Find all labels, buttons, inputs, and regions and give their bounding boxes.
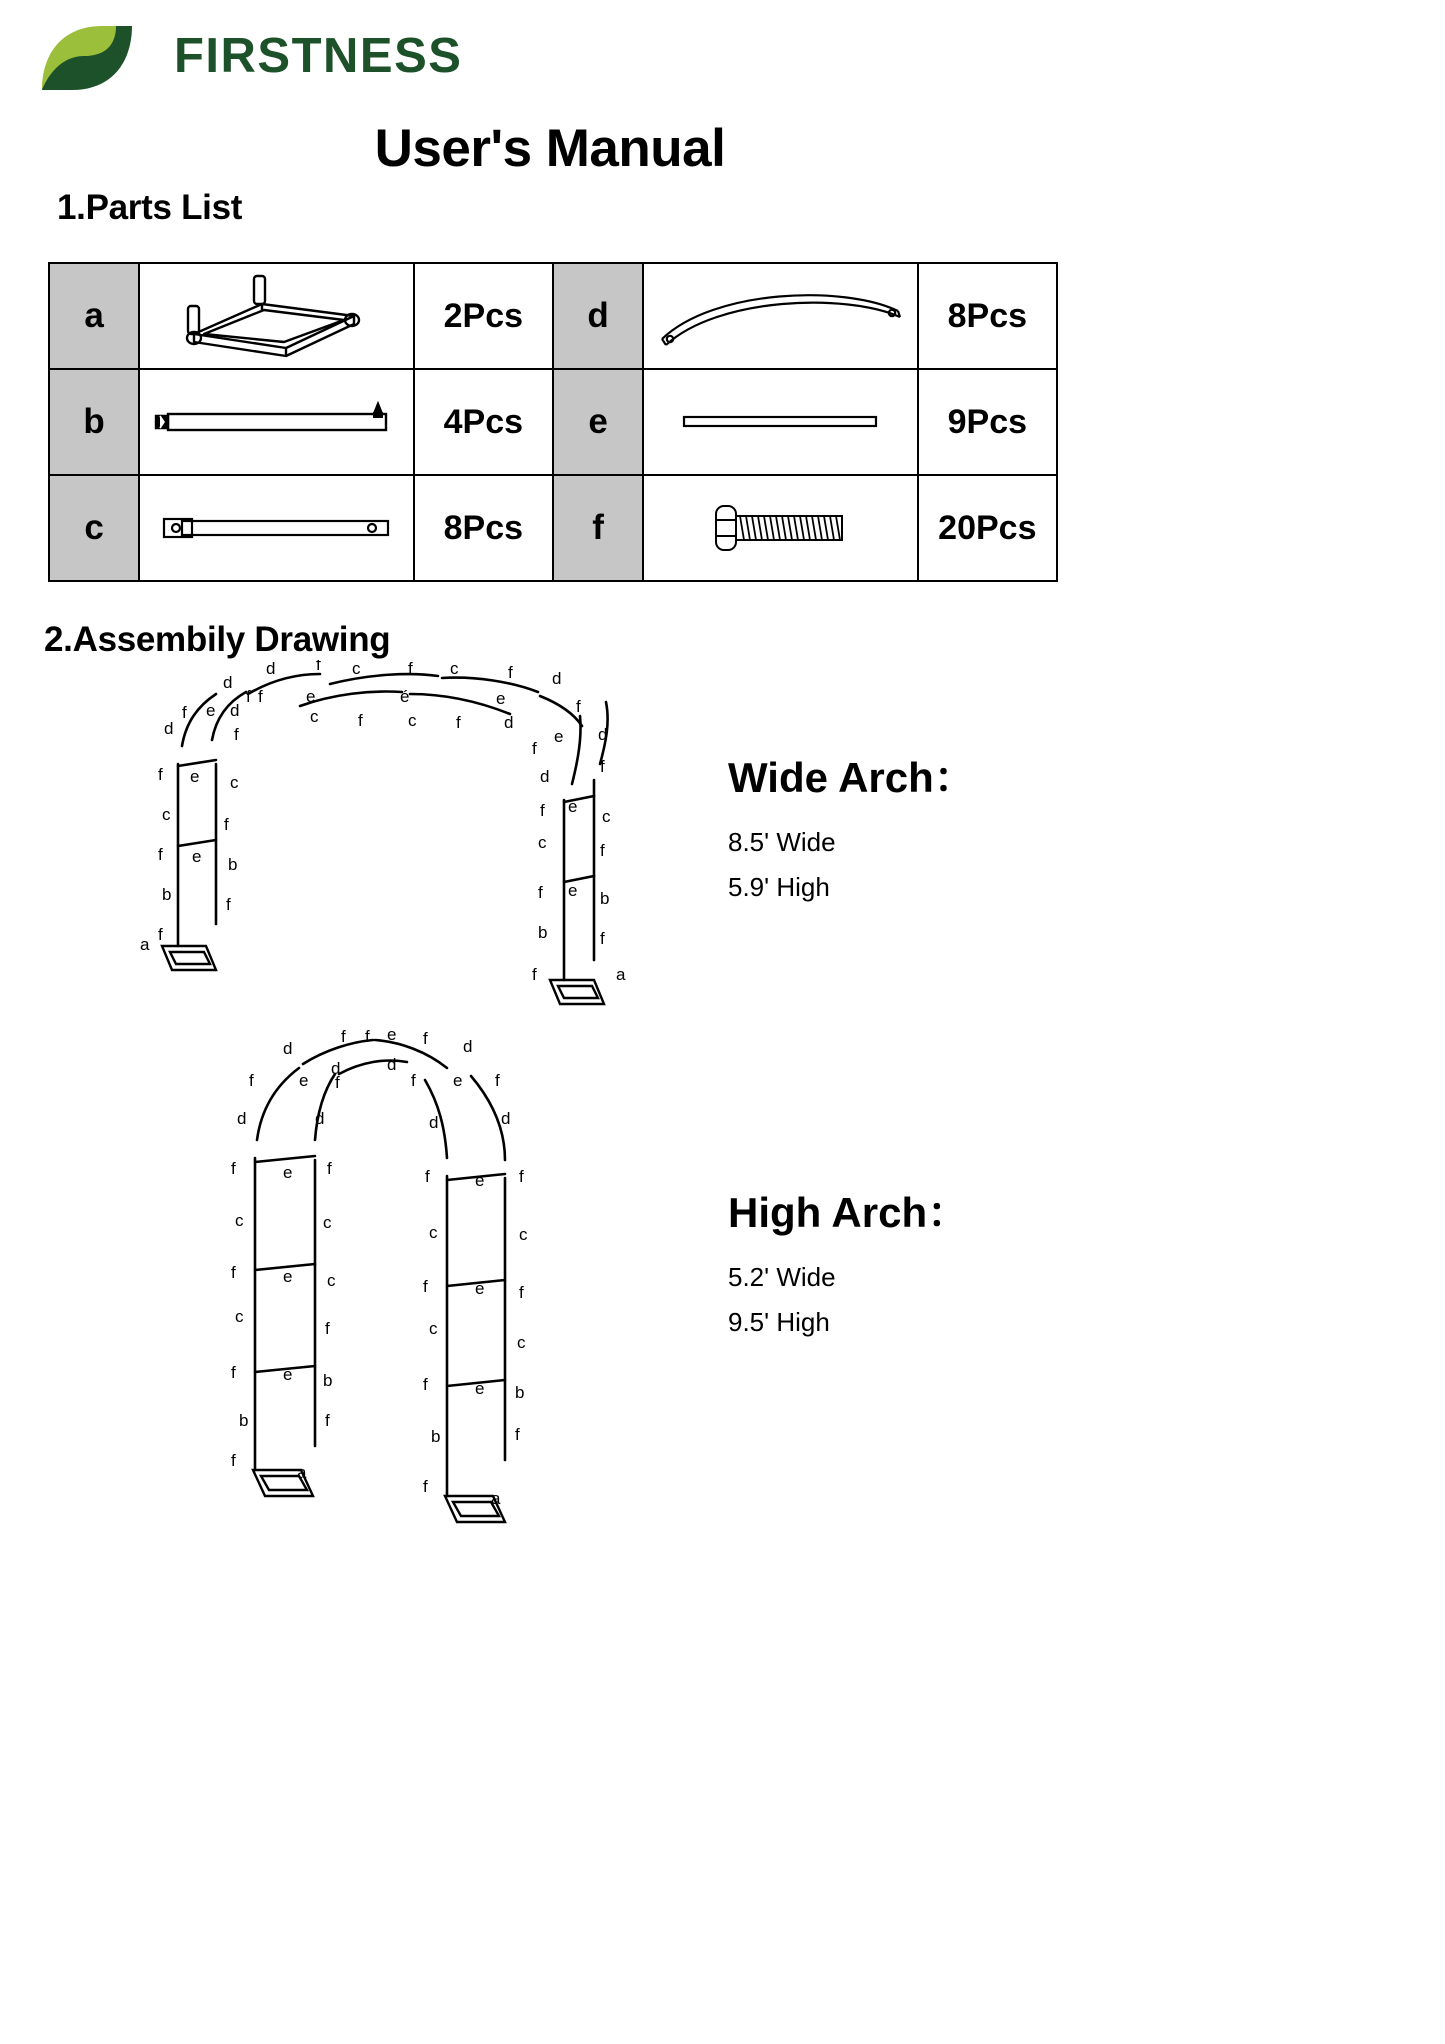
svg-text:d: d bbox=[331, 1059, 341, 1078]
brand-header bbox=[28, 20, 462, 92]
svg-text:f: f bbox=[519, 1283, 524, 1302]
svg-text:d: d bbox=[283, 1039, 293, 1058]
part-letter-f: f bbox=[553, 475, 643, 581]
part-qty-c: 8Pcs bbox=[414, 475, 553, 581]
high-arch-height: 9.5' High bbox=[728, 1307, 830, 1337]
svg-text:f: f bbox=[408, 660, 413, 678]
svg-text:e: e bbox=[192, 847, 202, 866]
svg-text:b: b bbox=[515, 1383, 525, 1402]
page-title: User's Manual bbox=[374, 119, 726, 178]
svg-text:c: c bbox=[162, 805, 171, 824]
svg-text:f: f bbox=[325, 1319, 330, 1338]
svg-text:e: e bbox=[568, 797, 578, 816]
svg-text:f: f bbox=[532, 965, 537, 984]
svg-text:d: d bbox=[598, 725, 608, 744]
svg-text:d: d bbox=[266, 660, 276, 678]
svg-text:f: f bbox=[600, 757, 605, 776]
svg-text:f: f bbox=[423, 1375, 428, 1394]
svg-text:d: d bbox=[540, 767, 550, 786]
svg-text:e: e bbox=[283, 1163, 293, 1182]
svg-text:e: e bbox=[475, 1171, 485, 1190]
svg-text:e: e bbox=[453, 1071, 463, 1090]
leaf-swirl-icon bbox=[28, 20, 146, 92]
part-letter-c: c bbox=[49, 475, 139, 581]
part-qty-e: 9Pcs bbox=[918, 369, 1057, 475]
wide-arch-width: 8.5' Wide bbox=[728, 827, 836, 857]
svg-text:c: c bbox=[408, 711, 417, 730]
wide-arch-assembly-diagram bbox=[120, 660, 680, 1065]
part-letter-e: e bbox=[553, 369, 643, 475]
svg-text:f: f bbox=[423, 1477, 428, 1496]
svg-text:d: d bbox=[230, 701, 240, 720]
svg-text:c: c bbox=[429, 1319, 438, 1338]
svg-text:d: d bbox=[504, 713, 514, 732]
svg-text:e: e bbox=[496, 689, 506, 708]
svg-text:b: b bbox=[239, 1411, 249, 1430]
part-qty-f: 20Pcs bbox=[918, 475, 1057, 581]
svg-text:f: f bbox=[600, 929, 605, 948]
high-arch-assembly-diagram bbox=[175, 1030, 595, 1545]
part-image-f bbox=[643, 475, 918, 581]
svg-text:f: f bbox=[335, 1073, 340, 1092]
svg-text:e: e bbox=[206, 701, 216, 720]
svg-text:f: f bbox=[231, 1363, 236, 1382]
svg-text:b: b bbox=[600, 889, 610, 908]
high-arch-spec bbox=[728, 1180, 969, 1352]
svg-text:c: c bbox=[519, 1225, 528, 1244]
part-image-b bbox=[139, 369, 414, 475]
svg-text:e: e bbox=[306, 687, 316, 706]
svg-text:f: f bbox=[425, 1167, 430, 1186]
svg-text:f: f bbox=[158, 925, 163, 944]
svg-text:f: f bbox=[495, 1071, 500, 1090]
svg-text:d: d bbox=[387, 1055, 397, 1074]
svg-text:d: d bbox=[463, 1037, 473, 1056]
svg-text:f: f bbox=[316, 660, 321, 674]
svg-text:c: c bbox=[235, 1211, 244, 1230]
svg-text:c: c bbox=[327, 1271, 336, 1290]
wide-arch-title: Wide Arch： bbox=[728, 754, 976, 801]
svg-text:f: f bbox=[423, 1277, 428, 1296]
svg-text:e: e bbox=[283, 1267, 293, 1286]
svg-text:b: b bbox=[538, 923, 548, 942]
svg-text:f: f bbox=[231, 1263, 236, 1282]
svg-text:d: d bbox=[315, 1109, 325, 1128]
svg-text:f: f bbox=[231, 1451, 236, 1470]
brand-wordmark: FIRSTNESS bbox=[174, 28, 463, 83]
svg-text:é: é bbox=[400, 687, 410, 706]
svg-text:d: d bbox=[237, 1109, 247, 1128]
svg-text:b: b bbox=[323, 1371, 333, 1390]
svg-text:f: f bbox=[358, 711, 363, 730]
parts-list-table bbox=[48, 262, 1058, 582]
svg-text:a: a bbox=[616, 965, 626, 984]
part-letter-b: b bbox=[49, 369, 139, 475]
svg-text:f: f bbox=[456, 713, 461, 732]
svg-text:a: a bbox=[491, 1489, 501, 1508]
svg-text:f: f bbox=[258, 687, 263, 706]
svg-text:f: f bbox=[365, 1030, 370, 1046]
parts-list-heading: 1.Parts List bbox=[57, 188, 243, 227]
svg-text:e: e bbox=[190, 767, 200, 786]
svg-text:c: c bbox=[230, 773, 239, 792]
wide-arch-spec bbox=[728, 745, 976, 917]
table-row bbox=[49, 369, 1057, 475]
part-image-e bbox=[643, 369, 918, 475]
svg-text:f: f bbox=[325, 1411, 330, 1430]
svg-text:f: f bbox=[538, 883, 543, 902]
svg-text:e: e bbox=[554, 727, 564, 746]
table-row bbox=[49, 475, 1057, 581]
svg-text:c: c bbox=[352, 660, 361, 678]
svg-text:d: d bbox=[552, 669, 562, 688]
svg-text:c: c bbox=[429, 1223, 438, 1242]
part-letter-d: d bbox=[553, 263, 643, 369]
svg-text:f: f bbox=[576, 697, 581, 716]
svg-text:f: f bbox=[231, 1159, 236, 1178]
part-letter-a: a bbox=[49, 263, 139, 369]
table-row bbox=[49, 263, 1057, 369]
svg-text:d: d bbox=[223, 673, 233, 692]
high-arch-width: 5.2' Wide bbox=[728, 1262, 836, 1292]
svg-text:f: f bbox=[327, 1159, 332, 1178]
svg-text:c: c bbox=[450, 660, 459, 678]
high-arch-title: High Arch： bbox=[728, 1189, 970, 1236]
svg-text:e: e bbox=[387, 1030, 397, 1044]
svg-text:c: c bbox=[310, 707, 319, 726]
svg-text:c: c bbox=[538, 833, 547, 852]
svg-text:f: f bbox=[158, 765, 163, 784]
svg-text:e: e bbox=[299, 1071, 309, 1090]
svg-text:f: f bbox=[249, 1071, 254, 1090]
svg-text:b: b bbox=[162, 885, 172, 904]
svg-text:f: f bbox=[182, 703, 187, 722]
svg-text:f: f bbox=[532, 739, 537, 758]
svg-text:c: c bbox=[602, 807, 611, 826]
svg-text:f: f bbox=[224, 815, 229, 834]
svg-text:e: e bbox=[568, 881, 578, 900]
svg-text:c: c bbox=[323, 1213, 332, 1232]
svg-text:a: a bbox=[140, 935, 150, 954]
part-image-d bbox=[643, 263, 918, 369]
svg-text:f: f bbox=[515, 1425, 520, 1444]
part-image-a bbox=[139, 263, 414, 369]
svg-text:f: f bbox=[508, 663, 513, 682]
part-qty-b: 4Pcs bbox=[414, 369, 553, 475]
svg-text:f: f bbox=[234, 725, 239, 744]
part-qty-d: 8Pcs bbox=[918, 263, 1057, 369]
svg-text:b: b bbox=[431, 1427, 441, 1446]
svg-text:c: c bbox=[517, 1333, 526, 1352]
svg-text:f: f bbox=[540, 801, 545, 820]
svg-text:e: e bbox=[283, 1365, 293, 1384]
svg-text:f: f bbox=[341, 1030, 346, 1046]
svg-text:d: d bbox=[164, 719, 174, 738]
assembly-drawing-heading: 2.Assembily Drawing bbox=[44, 620, 391, 659]
svg-text:f: f bbox=[600, 841, 605, 860]
part-image-c bbox=[139, 475, 414, 581]
svg-text:c: c bbox=[235, 1307, 244, 1326]
svg-text:f: f bbox=[158, 845, 163, 864]
svg-text:d: d bbox=[501, 1109, 511, 1128]
svg-text:b: b bbox=[228, 855, 238, 874]
wide-arch-height: 5.9' High bbox=[728, 872, 830, 902]
svg-text:a: a bbox=[297, 1463, 307, 1482]
svg-text:f: f bbox=[519, 1167, 524, 1186]
svg-text:d: d bbox=[429, 1113, 439, 1132]
svg-text:e: e bbox=[475, 1379, 485, 1398]
svg-text:f: f bbox=[411, 1071, 416, 1090]
svg-text:f: f bbox=[246, 687, 251, 706]
svg-text:f: f bbox=[226, 895, 231, 914]
part-qty-a: 2Pcs bbox=[414, 263, 553, 369]
svg-text:f: f bbox=[423, 1030, 428, 1048]
svg-text:e: e bbox=[475, 1279, 485, 1298]
